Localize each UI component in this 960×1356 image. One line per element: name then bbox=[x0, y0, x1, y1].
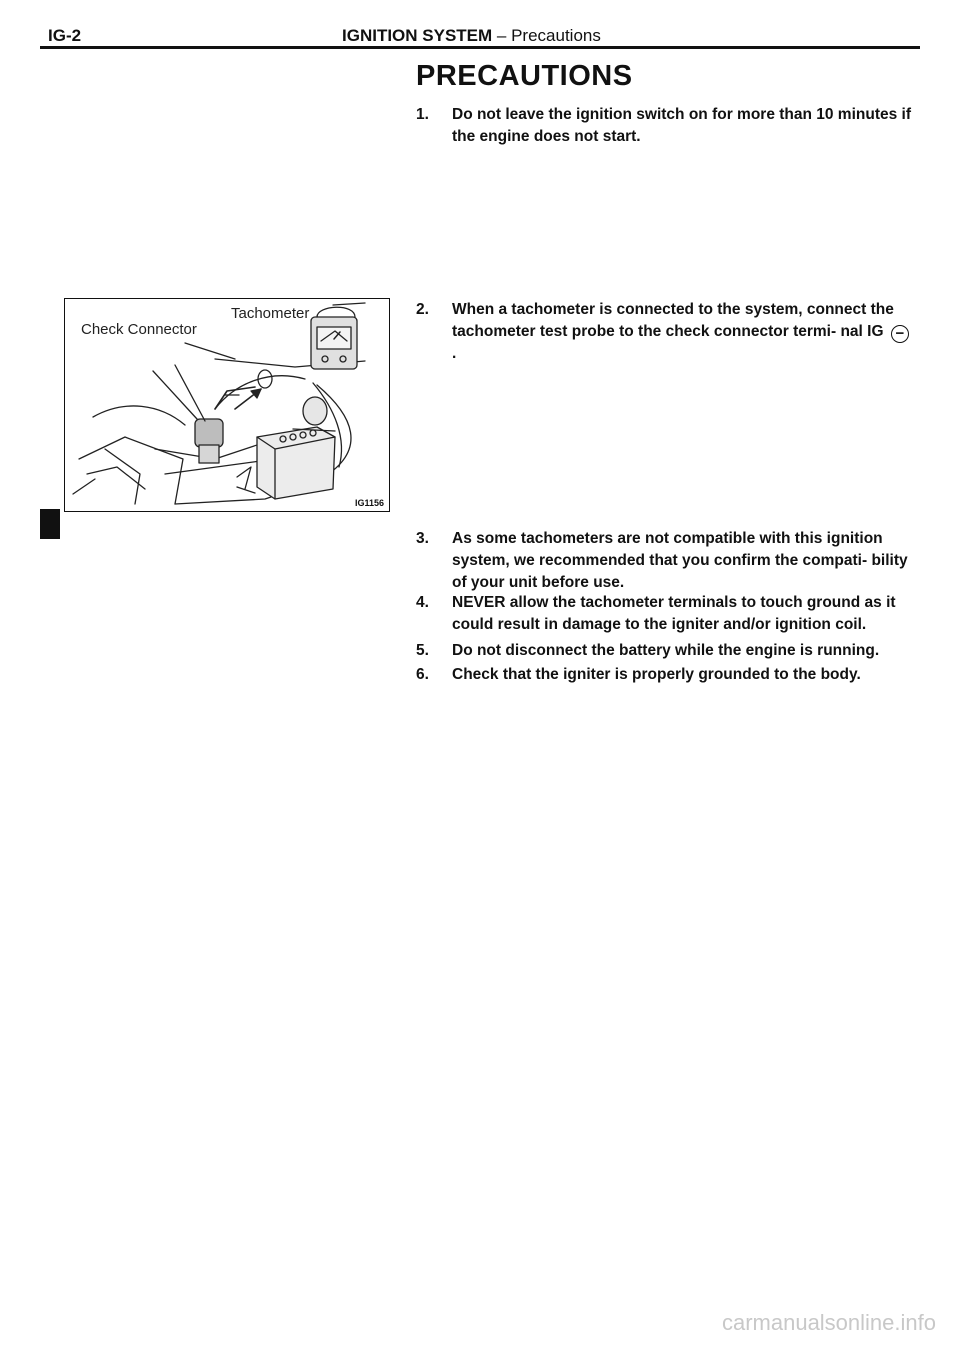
header-section: – Precautions bbox=[492, 26, 601, 45]
page-code: IG-2 bbox=[48, 26, 82, 45]
precaution-item-4 bbox=[416, 592, 916, 636]
item-text-wrapper bbox=[452, 299, 916, 365]
precaution-item-5 bbox=[416, 640, 916, 662]
item-suffix: . bbox=[452, 345, 457, 362]
item-number: 4. bbox=[416, 594, 429, 611]
item-text: As some tachometers are not compatible with this ignition system, we recommended that you confirm the compati- bility of your unit before use. bbox=[452, 530, 908, 591]
page-title: PRECAUTIONS bbox=[416, 60, 633, 92]
item-number: 6. bbox=[416, 666, 429, 683]
negative-terminal-icon: − bbox=[891, 325, 909, 343]
check-connector-label: Check Connector bbox=[81, 321, 197, 338]
tachometer-illustration bbox=[64, 298, 390, 512]
item-number: 5. bbox=[416, 642, 429, 659]
tachometer-label: Tachometer bbox=[231, 305, 310, 322]
item-text: Do not disconnect the battery while the engine is running. bbox=[452, 642, 880, 659]
item-number: 2. bbox=[416, 301, 429, 318]
item-number: 3. bbox=[416, 530, 429, 547]
item-text: NEVER allow the tachometer terminals to touch ground as it could result in damage to the igniter and/or ignition coil. bbox=[452, 594, 896, 633]
section-edge-marker bbox=[40, 509, 60, 539]
item-text: Check that the igniter is properly grounded to the body. bbox=[452, 666, 861, 683]
header-title bbox=[342, 26, 601, 46]
precaution-item-3 bbox=[416, 528, 916, 594]
watermark: carmanualsonline.info bbox=[721, 1310, 936, 1335]
item-number: 1. bbox=[416, 106, 429, 123]
precaution-item-1 bbox=[416, 104, 916, 148]
precaution-item-6 bbox=[416, 664, 916, 686]
item-text: Do not leave the ignition switch on for more than 10 minutes if the engine does not start. bbox=[452, 106, 912, 145]
header-system: IGNITION SYSTEM bbox=[342, 26, 493, 45]
figure-code: IG1156 bbox=[354, 498, 384, 508]
item-text: When a tachometer is connected to the system, connect the tachometer test probe to the check connector termi- nal IG bbox=[452, 301, 894, 340]
precaution-item-2 bbox=[416, 299, 916, 365]
page-header bbox=[40, 24, 920, 49]
